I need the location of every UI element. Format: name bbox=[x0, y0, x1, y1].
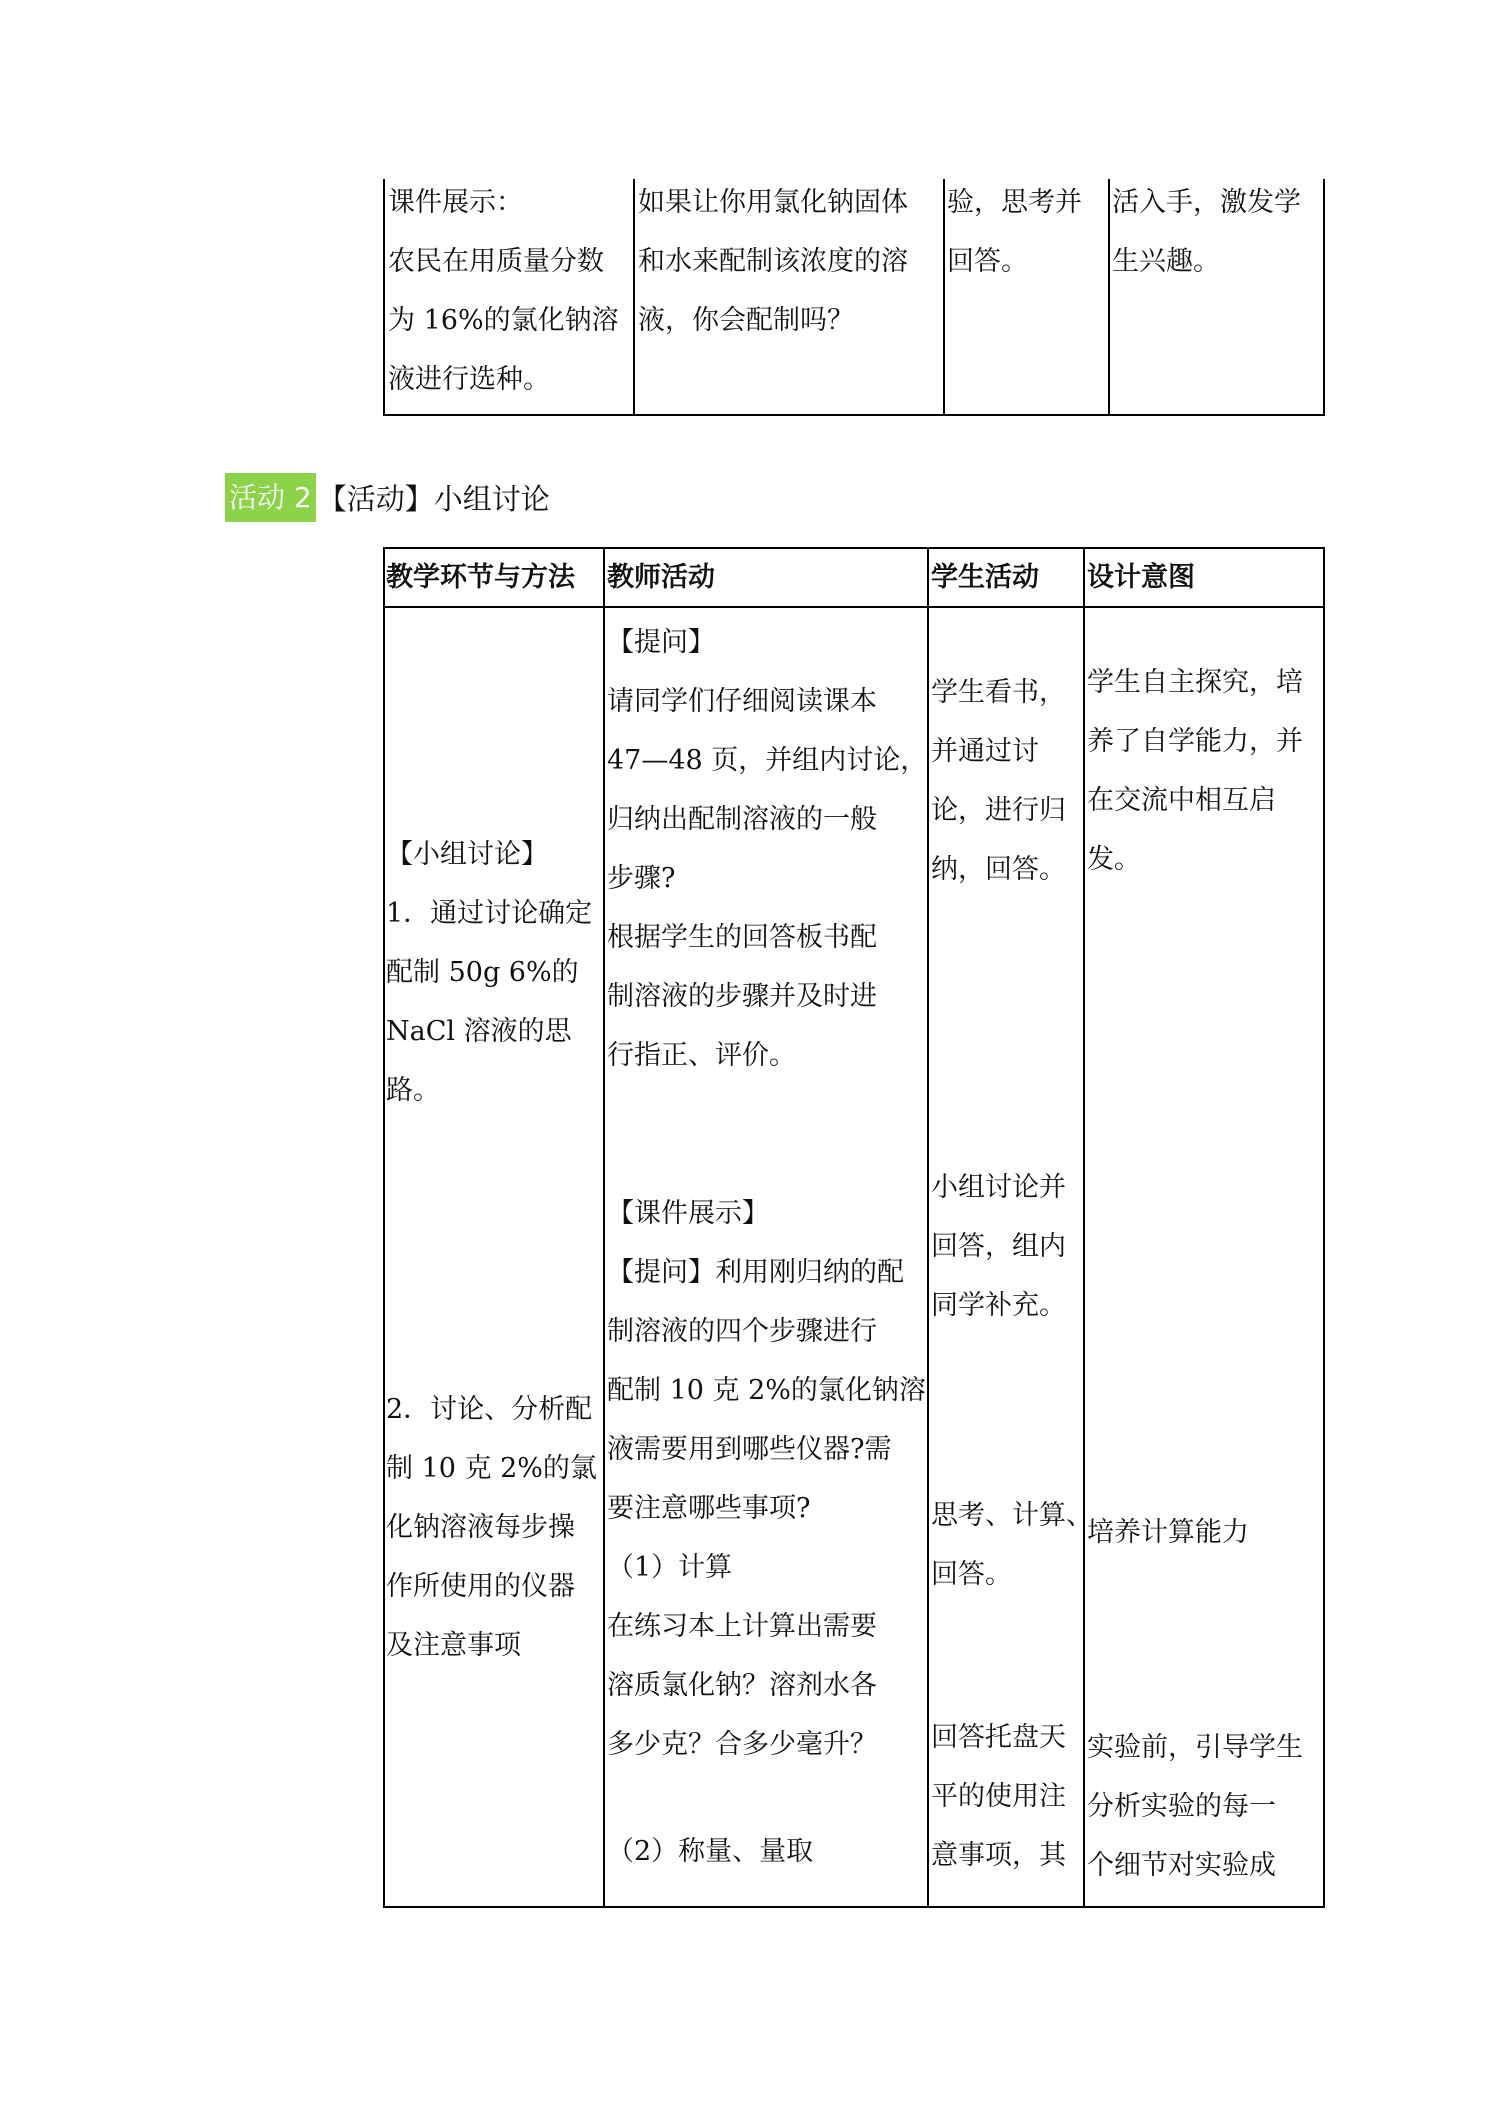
table1-border-right bbox=[1323, 179, 1325, 415]
col3-b1-l1: 学生看书， bbox=[931, 677, 1066, 708]
table2-border-right bbox=[1323, 547, 1325, 1908]
section-title: 【活动】小组讨论 bbox=[317, 482, 550, 516]
col2-b1-l3: 47—48 页，并组内讨论， bbox=[607, 745, 928, 776]
col2-b1-l7: 制溶液的步骤并及时进 bbox=[607, 981, 877, 1012]
table2-header-intent: 设计意图 bbox=[1087, 562, 1195, 593]
table2-border-col3 bbox=[927, 547, 929, 1908]
activity-badge: 活动 2 bbox=[225, 473, 316, 522]
table2-border-left bbox=[383, 547, 385, 1908]
col1-b2-l5: 及注意事项 bbox=[386, 1630, 521, 1661]
col4-b1-l1: 学生自主探究，培 bbox=[1087, 667, 1303, 698]
col3-b2-l2: 回答，组内 bbox=[931, 1231, 1066, 1262]
table1-c2-l2: 和水来配制该浓度的溶 bbox=[638, 246, 908, 277]
table2-header-teacher: 教师活动 bbox=[607, 562, 715, 593]
table2-border-col4 bbox=[1083, 547, 1085, 1908]
col2-b1-l2: 请同学们仔细阅读课本 bbox=[607, 686, 877, 717]
col1-b2-l3: 化钠溶液每步操 bbox=[386, 1512, 575, 1543]
table1-c3-l1: 验，思考并 bbox=[947, 187, 1082, 218]
col2-b2-l1: 【课件展示】 bbox=[607, 1198, 769, 1229]
col2-b1-l6: 根据学生的回答板书配 bbox=[607, 922, 877, 953]
col3-b2-l1: 小组讨论并 bbox=[931, 1172, 1066, 1203]
col4-b3-l1: 实验前，引导学生 bbox=[1087, 1732, 1303, 1763]
col2-b2-l10: 多少克？合多少毫升？ bbox=[607, 1729, 877, 1760]
col3-b1-l2: 并通过讨 bbox=[931, 736, 1039, 767]
col3-b4-l3: 意事项，其 bbox=[931, 1840, 1066, 1871]
col3-b3-l1: 思考、计算、 bbox=[931, 1500, 1093, 1531]
table1-c1-l2: 农民在用质量分数 bbox=[388, 246, 604, 277]
table1-c1-l4: 液进行选种。 bbox=[388, 364, 550, 395]
col1-b2-l1: 2．讨论、分析配 bbox=[386, 1394, 593, 1425]
col4-b1-l3: 在交流中相互启 bbox=[1087, 785, 1276, 816]
col1-b2-l4: 作所使用的仪器 bbox=[386, 1571, 575, 1602]
table2-border-bottom bbox=[383, 1906, 1325, 1908]
col3-b1-l3: 论，进行归 bbox=[931, 795, 1066, 826]
table1-c1-l1: 课件展示： bbox=[388, 187, 523, 218]
table1-border-left bbox=[383, 179, 385, 415]
col4-b1-l2: 养了自学能力，并 bbox=[1087, 726, 1303, 757]
col2-b1-l8: 行指正、评价。 bbox=[607, 1040, 796, 1071]
table1-c3-l2: 回答。 bbox=[947, 246, 1028, 277]
col2-b2-l8: 在练习本上计算出需要 bbox=[607, 1611, 877, 1642]
table2-border-col2 bbox=[603, 547, 605, 1908]
col2-b2-l3: 制溶液的四个步骤进行 bbox=[607, 1316, 877, 1347]
col1-b1-l3: 配制 50g 6%的 bbox=[386, 957, 579, 988]
col1-b1-l5: 路。 bbox=[386, 1075, 440, 1106]
col2-b1-l4: 归纳出配制溶液的一般 bbox=[607, 804, 877, 835]
col3-b2-l3: 同学补充。 bbox=[931, 1290, 1066, 1321]
col2-b2-l4: 配制 10 克 2%的氯化钠溶 bbox=[607, 1375, 926, 1406]
col2-b3-l1: （2）称量、量取 bbox=[607, 1836, 814, 1867]
table2-header-student: 学生活动 bbox=[931, 562, 1039, 593]
col3-b4-l2: 平的使用注 bbox=[931, 1781, 1066, 1812]
col2-b2-l2: 【提问】利用刚归纳的配 bbox=[607, 1257, 904, 1288]
col1-b1-l2: 1．通过讨论确定 bbox=[386, 898, 593, 929]
col2-b2-l6: 要注意哪些事项? bbox=[607, 1493, 811, 1524]
col2-b2-l5: 液需要用到哪些仪器?需 bbox=[607, 1434, 892, 1465]
col4-b3-l2: 分析实验的每一 bbox=[1087, 1791, 1276, 1822]
table1-border-col2 bbox=[633, 179, 635, 415]
col4-b1-l4: 发。 bbox=[1087, 844, 1141, 875]
col3-b4-l1: 回答托盘天 bbox=[931, 1722, 1066, 1753]
col2-b1-l1: 【提问】 bbox=[607, 627, 715, 658]
col4-b3-l3: 个细节对实验成 bbox=[1087, 1850, 1276, 1881]
table1-c4-l1: 活入手，激发学 bbox=[1112, 187, 1301, 218]
col3-b1-l4: 纳，回答。 bbox=[931, 854, 1066, 885]
table1-c2-l1: 如果让你用氯化钠固体 bbox=[638, 187, 908, 218]
col4-b2-l1: 培养计算能力 bbox=[1087, 1517, 1249, 1548]
table1-c1-l3: 为 16%的氯化钠溶 bbox=[388, 305, 619, 336]
table1-border-col3 bbox=[943, 179, 945, 415]
col2-b2-l9: 溶质氯化钠？溶剂水各 bbox=[607, 1670, 877, 1701]
col1-b2-l2: 制 10 克 2%的氯 bbox=[386, 1453, 597, 1484]
col2-b2-l7: （1）计算 bbox=[607, 1552, 733, 1583]
table1-c4-l2: 生兴趣。 bbox=[1112, 246, 1220, 277]
table2-header-method: 教学环节与方法 bbox=[386, 562, 575, 593]
table1-border-col4 bbox=[1108, 179, 1110, 415]
col2-b1-l5: 步骤? bbox=[607, 863, 676, 894]
col1-b1-l1: 【小组讨论】 bbox=[386, 839, 548, 870]
table1-border-bottom bbox=[383, 414, 1325, 416]
section-heading bbox=[225, 473, 550, 522]
table1-c2-l3: 液，你会配制吗？ bbox=[638, 305, 854, 336]
col3-b3-l2: 回答。 bbox=[931, 1559, 1012, 1590]
col1-b1-l4: NaCl 溶液的思 bbox=[386, 1016, 572, 1047]
